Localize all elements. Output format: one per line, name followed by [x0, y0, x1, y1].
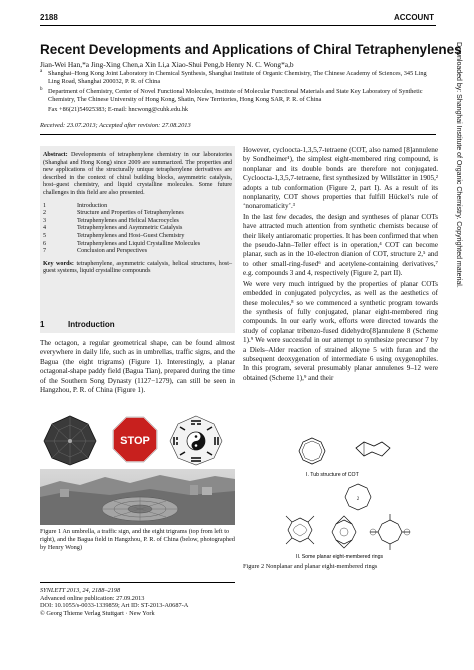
journal-citation: SYNLETT 2013, 24, 2188–2198	[40, 587, 121, 594]
received-dates: Received: 23.07.2013; Accepted after revision: 27.08.2013	[40, 122, 191, 129]
toc-item[interactable]	[43, 225, 232, 233]
toc-title: Introduction	[77, 202, 108, 209]
footer-info	[40, 587, 188, 617]
abstract-text: Developments of tetraphenylene chemistry in our laboratories (Shanghai and Hong Kong) since 2009 are summarized. The properties and new applications of the structurally unique tetraphenylene derivatives are described in the context of chiral building blocks, asymmetric catalysis, host–guest chemistry, and liquid crystalline molecules. Some future challenges in this field are also presented.	[43, 152, 232, 196]
toc-number: 7	[43, 248, 47, 255]
toc-number: 3	[43, 217, 47, 224]
article-title: Recent Developments and Applications of Chiral Tetraphenylenes	[40, 42, 462, 57]
keywords	[43, 261, 232, 276]
toc-item[interactable]	[43, 248, 232, 256]
section-title: Introduction	[68, 320, 115, 329]
download-watermark-text: Downloaded by: Shanghai Institute of Organic Chemistry. Copyrighted material.	[455, 42, 462, 288]
footer-rule	[40, 582, 235, 583]
figure-2-part1-label: I. Tub structure of COT	[306, 472, 359, 478]
section-number: 1	[40, 320, 45, 329]
toc-number: 4	[43, 225, 47, 232]
keywords-text: tetraphenylene, asymmetric catalysis, helical structures, host–guest systems, liquid crystalline compounds	[43, 260, 232, 275]
author-list: Jian-Wei Han,*a Jing-Xing Chen,a Xin Li,a Xiao-Shui Peng,b Henry N. C. Wong*a,b	[40, 60, 294, 69]
contact-line	[40, 106, 434, 114]
title-rule	[40, 134, 436, 135]
toc-item[interactable]	[43, 210, 232, 218]
toc-title: Tetraphenylenes and Asymmetric Catalysis	[77, 225, 183, 232]
figure-2-part2-label: II. Some planar eight-membered rings	[296, 554, 384, 560]
section-heading	[40, 320, 115, 329]
figure-2	[278, 436, 428, 560]
stop-sign-text: STOP	[120, 435, 150, 447]
contact-text: Fax +86(21)54925383; E-mail: hncwong@cuhk.edu.hk	[48, 106, 188, 113]
abstract-label: Abstract:	[43, 152, 68, 158]
affiliation-marker: a	[40, 69, 43, 74]
toc-item[interactable]	[43, 233, 232, 241]
body-paragraph: In the last few decades, the design and syntheses of planar COTs have attracted much attention from synthetic chemists because of their likely antiaromatic properties. It has been confirmed that when the pseudo-Jahn–Teller effect is in operation,⁴ COT can become planar, such as in the 10-electron dianion of COT, structure 2,⁵ and to other small-ring-fused⁶ and acetylene-containing derivatives,⁷ e.g. compounds 3 and 4, respectively (Figure 2, part II).	[243, 212, 438, 278]
toc-title: Conclusion and Perspectives	[77, 248, 148, 255]
cot-structures	[299, 438, 390, 464]
body-paragraph: We were very much intrigued by the properties of planar COTs embedded in conjugated polycycles, as well as the aesthetics of these molecules,⁸ so we commenced a synthetic program towards the synthesis of fully conjugated, planar eight-membered ring compounds. In our early work, efforts were directed towards the study of coplanar tribenzo-fused didehydro[8]annulene 8 (Scheme 1).⁹ We were successful in our attempt to synthesize precursor 7 by a Diels–Alder reaction of strained alkyne 5 with furan and the subsequent deoxygenation of intermediate 6 using oxygenophiles. In this program, several presumably planar annulenes 9–12 were obtained (Scheme 1),⁹ and their	[243, 279, 438, 382]
dianion-label: 2	[356, 497, 360, 502]
affiliation-text: Shanghai–Hong Kong Joint Laboratory in Chemical Synthesis, Shanghai Institute of Organic Chemistry, The Chinese Academy of Sciences, 345 Ling Ling Road, Shanghai 200032, P. R. of China	[48, 70, 427, 86]
bagua-field-photo	[40, 469, 235, 525]
toc-item[interactable]	[43, 218, 232, 226]
figure-1-graphic	[40, 413, 235, 525]
download-watermark	[452, 42, 464, 632]
online-date: Advanced online publication: 27.09.2013	[40, 594, 145, 602]
right-column	[243, 146, 438, 383]
affiliation-marker: b	[40, 87, 43, 92]
toc-number: 6	[43, 240, 47, 247]
doi-line[interactable]: DOI: 10.1055/s-0033-1339859; Art ID: ST-2013-A0687-A	[40, 602, 189, 610]
header-rule	[40, 25, 436, 26]
figure-2-graphic	[278, 436, 428, 560]
toc-item[interactable]	[43, 241, 232, 249]
intro-paragraph	[40, 339, 235, 395]
table-of-contents	[43, 203, 232, 256]
toc-title: Tetraphenylenes and Liquid Crystalline Molecules	[77, 240, 201, 247]
copyright-line: © Georg Thieme Verlag Stuttgart · New York	[40, 609, 155, 617]
toc-title: Structure and Properties of Tetraphenylenes	[77, 210, 184, 217]
figure-1	[40, 413, 235, 525]
figure-1-caption: Figure 1 An umbrella, a traffic sign, and the eight trigrams (top from left to right), and the Bagua field in Hangzhou, P. R. of China (below, photographed by Henry Wong)	[40, 528, 235, 551]
toc-number: 1	[43, 202, 47, 209]
toc-title: Tetraphenylenes and Host–Guest Chemistry	[77, 232, 185, 239]
body-paragraph: However, cycloocta-1,3,5,7-tetraene (COT, also named [8]annulene by Sondheimer¹), the simplest eight-membered ring compound, is nonplanar and its double bonds are therefore not conjugated. Cycloocta-1,3,5,7-tetraene, first synthesized by Willstätter in 1905,² adopts a tub conformation (Figure 2, part I). As a result of its nonplanarity, COT shows properties that fulfill Hückel’s rule of ‘nonaromaticity’.³	[243, 146, 438, 211]
keywords-label: Key words:	[43, 260, 74, 267]
affiliation-a	[40, 70, 434, 87]
abstract-box	[40, 146, 235, 333]
toc-number: 2	[43, 210, 47, 217]
toc-number: 5	[43, 232, 47, 239]
abstract-paragraph	[43, 152, 232, 198]
body-paragraph: The octagon, a regular geometrical shape, can be found almost everywhere in daily life, such as in umbrellas, traffic signs, and the Bagua (the eight trigrams) (Figure 1). Interestingly, a planar octagonal-shape paddy field (Bagua Tian), prepared during the time of the Southern Song Dynasty (1127−1279), can still be seen in Hangzhou, P. R. of China (Figure 1).	[40, 339, 235, 395]
section-label: ACCOUNT	[394, 13, 434, 22]
stop-sign-image	[113, 417, 157, 462]
planar-rings	[286, 484, 410, 550]
affiliation-b	[40, 88, 434, 105]
affiliation-text: Department of Chemistry, Center of Novel Functional Molecules, Institute of Molecular Functional Materials and State Key Laboratory of Synthetic Chemistry, The Chinese University of Hong Kong, Shatin, New Territories, Hong Kong SAR, P. R. of China	[48, 88, 423, 104]
umbrella-image	[44, 416, 96, 465]
bagua-image	[170, 416, 222, 465]
page-number: 2188	[40, 13, 58, 22]
figure-2-caption: Figure 2 Nonplanar and planar eight-membered rings	[243, 563, 378, 570]
toc-title: Tetraphenylenes and Helical Macrocycles	[77, 217, 179, 224]
